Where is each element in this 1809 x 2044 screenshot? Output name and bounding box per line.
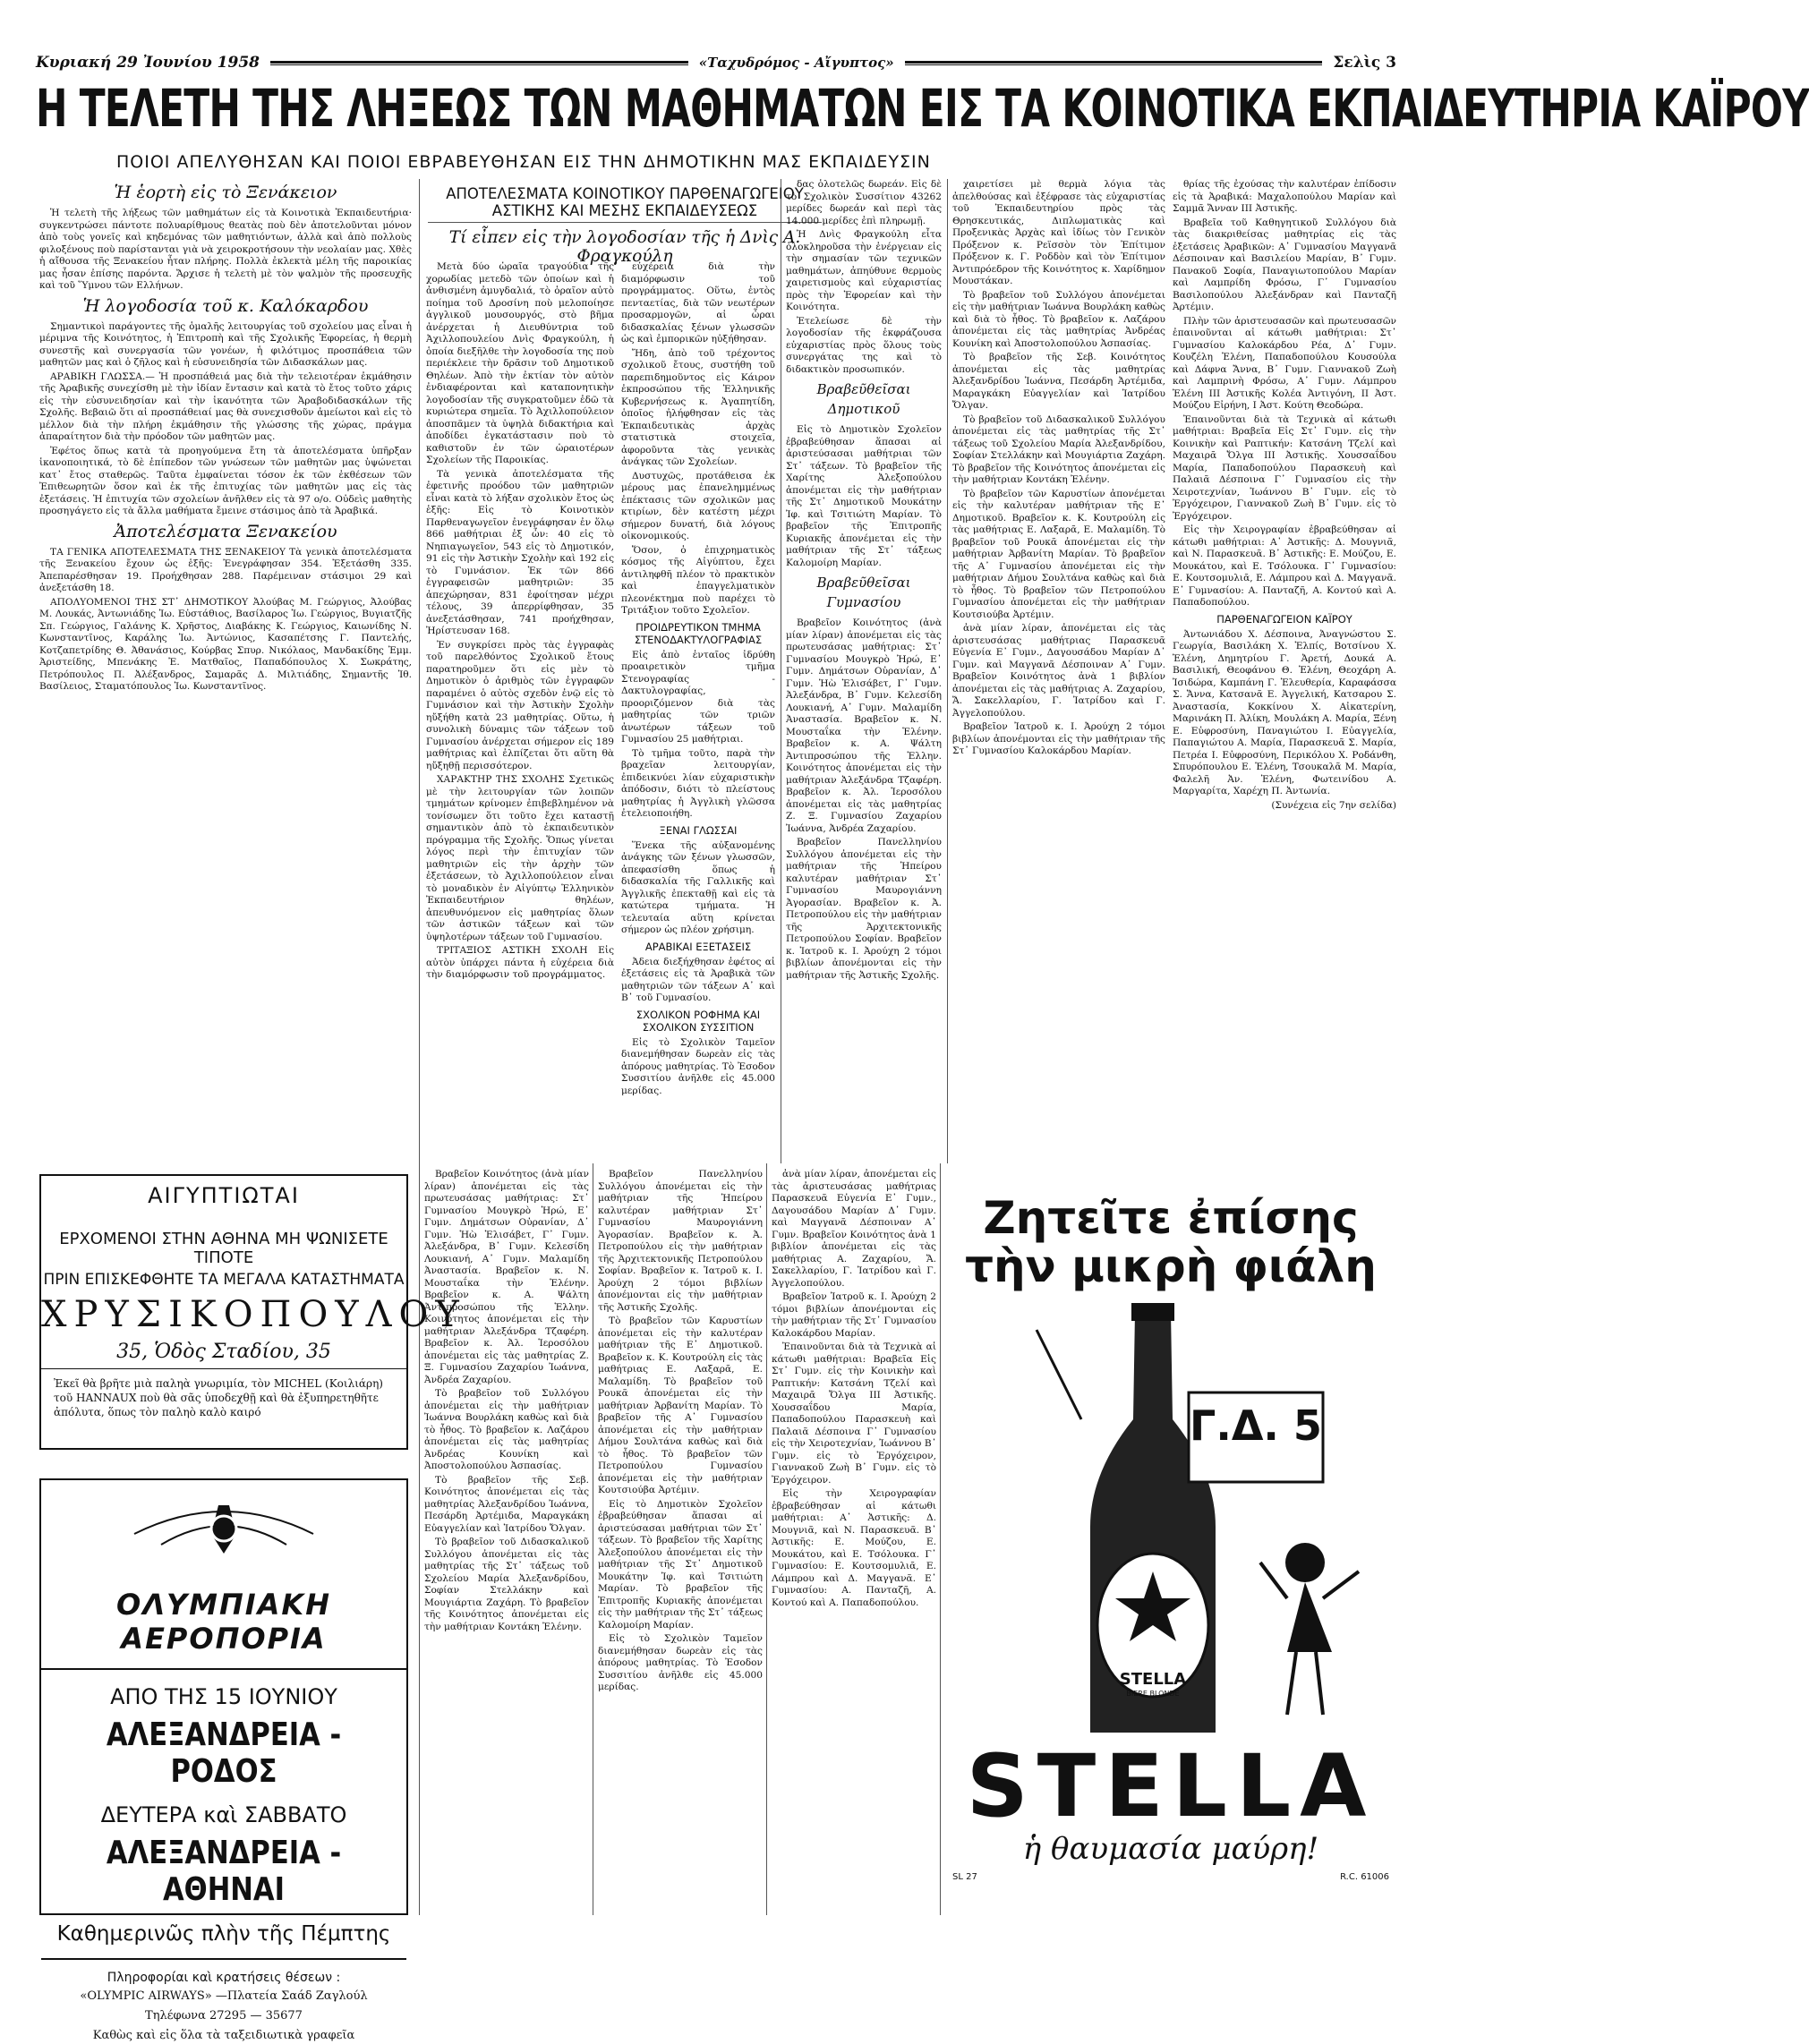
ad-line: ΠΡΙΝ ΕΠΙΣΚΕΦΘΗΤΕ ΤΑ ΜΕΓΑΛΑ ΚΑΤΑΣΤΗΜΑΤΑ: [43, 1271, 405, 1289]
article-paragraph: χαιρετίσει μὲ θερμὰ λόγια τὰς ἀπελθούσας καὶ ἐξέφρασε τὰς εὐχαριστίας τοῦ Ἐκπαιδευτηρίου πρὸς τὰς Θρησκευτικάς, Διπλωματικὰς καὶ Προξενικὰς Ἀρχὰς καὶ ἰδίως τὸν Γενικὸν Πρόξενον κ. Ρεϊσσὸν τὸν Ἐπίτιμον Πρόξενον κ. Γ. Ροδδὸν καὶ τὸν Ἐπίτιμον Ἀντιπρόεδρον τῆς Κοινότητος κ. Χαρίδημον Μουστάκαν.: [952, 179, 1165, 286]
olympic-logo-icon: [125, 1498, 322, 1561]
ad-olympic-airways: [39, 1478, 408, 2042]
price-tag-text: Γ.Δ. 5: [1190, 1401, 1322, 1450]
section-rule: [428, 222, 822, 223]
article-column-lower-3: [772, 1169, 936, 1912]
ad-headline-line: τὴν μικρὴ φιάλη: [965, 1240, 1377, 1292]
article-paragraph: Τὸ βραβεῖον τοῦ Διδασκαλικοῦ Συλλόγου ἀπονέμεται εἰς τὰς μαθητρίας τῆς Στ᾽ τάξεως τοῦ Σχολείου Μαρία Ἀλεξανδρίδου, Σοφίαν Στελλάκην καὶ Μουγιάρτια Ζαχάρη. Τὸ βραβεῖον τῆς Κοινότητος ἀπονέμεται εἰς τὴν μαθήτριαν Κοντάκη Ἐλένην.: [424, 1537, 589, 1632]
article-paragraph: Βραβεῖον Ἰατροῦ κ. Ι. Ἀρούχη 2 τόμοι βιβλίων ἀπονέμονται εἰς τὴν μαθήτριαν τῆς Στ᾽ Γυμνασίου Καλοκάρδου Μαρίαν.: [772, 1291, 936, 1339]
article-paragraph: ΧΑΡΑΚΤΗΡ ΤΗΣ ΣΧΟΛΗΣ Σχετικῶς μὲ τὴν λειτουργίαν τῶν λοιπῶν τμημάτων κρίνομεν ἐπιβεβλημένον νὰ τονίσωμεν ὅτι τοῦτο ἔχει καταστῇ σημαντικὸν ἀπὸ τὸ ἐκπαιδευτικὸν πρόγραμμα τῆς Σχολῆς. Ὅπως γίνεται λόγος περὶ τὴν ἐπιτυχίαν τῶν μαθητριῶν εἰς τὴν ἀρχὴν τῶν ἐξετάσεων, τὸ Ἀχιλλοπούλειον εἶναι τὸ μοναδικὸν ἐν Αἰγύπτῳ Ἑλληνικὸν Ἐκπαιδευτήριον θηλέων, ἀπευθυνόμενον εἰς μαθητρίας ὅλων τῶν ἀστικῶν τάξεων καὶ τῶν ὑψηλοτέρων τάξεων τοῦ Γυμνασίου.: [426, 774, 614, 942]
ad-agent: «OLYMPIC AIRWAYS» —Πλατεία Σαάδ Ζαγλούλ: [80, 1989, 368, 2003]
section-heading: Βραβεῦθεῖσαι Γυμνασίου: [816, 575, 911, 610]
article-paragraph: Τὸ βραβεῖον τῶν Καρυστίων ἀπονέμεται εἰς τὴν καλυτέραν μαθήτριαν τῆς Ε᾽ Δημοτικοῦ. Βραβεῖον κ. Κ. Κουτρούλη εἰς τὰς μαθήτριας Ε. Λαξαρᾶ, Ε. Μαλαμίδη. Τὸ βραβεῖον τοῦ Ρουκᾶ ἀπονέμεται εἰς τὴν μαθήτριαν Ἀρβανίτη Μαρίαν. Τὸ βραβεῖον τῆς Α᾽ Γυμνασίου ἀπονέμεται εἰς τὴν μαθήτριαν Δήμου Σουλτάνα καθὼς καὶ διὰ τὸ ἦθος. Τὸ βραβεῖον τῶν Πετροπούλου Γυμνασίου ἀπονέμεται εἰς τὴν μαθήτριαν Κουτσιούβα Ἀρτέμιν.: [598, 1316, 763, 1495]
article-paragraph: ΤΡΙΤΑΞΙΟΣ ΑΣΤΙΚΗ ΣΧΟΛΗ Εἰς αὐτὸν ὑπάρχει πάντα ἡ εὐχέρεια διὰ τὴν διαμόρφωσιν τοῦ προγράμματος.: [426, 945, 614, 980]
ad-headline-line: Ζητεῖτε ἐπίσης: [983, 1192, 1359, 1244]
ad-stella-beer: [947, 1180, 1395, 1895]
ad-start-date: ΑΠΟ ΤΗΣ 15 ΙΟΥΝΙΟΥ: [110, 1684, 337, 1709]
article-paragraph: Τὸ βραβεῖον τῶν Καρυστίων ἀπονέμεται εἰς τὴν καλυτέραν μαθήτριαν τῆς Ε᾽ Δημοτικοῦ. Βραβεῖον κ. Κ. Κουτρούλη εἰς τὰς μαθήτριας Ε. Λαξαρᾶ, Ε. Μαλαμίδη. Τὸ βραβεῖον τοῦ Ρουκᾶ ἀπονέμεται εἰς τὴν μαθήτριαν Ἀρβανίτη Μαρίαν. Τὸ βραβεῖον τῆς Α᾽ Γυμνασίου ἀπονέμεται εἰς τὴν μαθήτριαν Δήμου Σουλτάνα καθὼς καὶ διὰ τὸ ἦθος. Τὸ βραβεῖον τῶν Πετροπούλου Γυμνασίου ἀπονέμεται εἰς τὴν μαθήτριαν Κουτσιούβα Ἀρτέμιν.: [952, 488, 1165, 620]
article-paragraph: Δυστυχῶς, προτάθεισα ἐκ μέρους μας ἐπανελημμένως ἐπέκτασις τῶν σχολικῶν μας κτιρίων, δὲν κατέστη μέχρι σήμερον δυνατή, διὰ λόγους οἰκονομικούς.: [621, 470, 775, 541]
article-paragraph: ἀνὰ μίαν λίραν, ἀπονέμεται εἰς τὰς ἀριστευσάσας μαθήτριας Παρασκευᾶ Εὐγενία Ε᾽ Γυμν., Δαγουσάδου Μαρίαν Δ᾽ Γυμν. καὶ Μαγγανᾶ Δέσποιναν Α᾽ Γυμν. Βραβεῖον Κοινότητος ἀνὰ 1 βιβλίον ἀπονέμεται εἰς τὰς μαθήτριας Α. Ζαχαρίου, Ἄ. Σακελλαρίου, Γ. Ἰατρίδου καὶ Γ. Ἀγγελοπούλου.: [772, 1169, 936, 1289]
ad-route: ΑΛΕΞΑΝΔΡΕΙΑ - ΡΟΔΟΣ: [106, 1716, 342, 1790]
subsection-heading: ΑΡΑΒΙΚΑΙ ΕΞΕΤΑΣΕΙΣ: [644, 940, 752, 953]
article-column-5: [952, 179, 1165, 1159]
article-paragraph: Τὸ βραβεῖον τοῦ Συλλόγου ἀπονέμεται εἰς τὴν μαθήτριαν Ἰωάννα Βουρλάκη καθὼς καὶ διὰ τὸ ἦθος. Τὸ βραβεῖον κ. Λαζάρου ἀπονέμεται εἰς τὰς μαθητρίας Ἀνδρέας Κουνίκη καὶ Ἀποστολοπούλου Ἀσπασίας.: [424, 1388, 589, 1471]
ad-code-right: R.C. 61006: [1340, 1872, 1389, 1882]
article-paragraph: Ἀδεια διεξήχθησαν ἐφέτος αἱ ἐξετάσεις εἰς τὰ Ἀραβικὰ τῶν μαθητριῶν τῶν τάξεων Α᾽ καὶ Β᾽ τοῦ Γυμνασίου.: [621, 956, 775, 1003]
ad-tail: Καθὼς καὶ εἰς ὅλα τὰ ταξειδιωτικὰ γραφεῖα: [92, 2029, 355, 2042]
column-rule: [419, 179, 420, 1163]
section-heading: Ἡ λογοδοσία τοῦ κ. Καλόκαρδου: [82, 295, 369, 316]
article-paragraph: Σημαντικοὶ παράγοντες τῆς ὁμαλῆς λειτουργίας τοῦ σχολείου μας εἶναι ἡ μέριμνα τῆς Κοινότητος, ἡ Ἐπιτροπὴ καὶ τῆς Σχολικῆς Ἐφορείας, ἡ θερμὴ συνεστῆς καὶ συνεργασία τῶν γονέων, ἡ φιλότιμος προσπάθεια τῶν μαθητῶν μας καὶ ὁ ζῆλος καὶ ἡ εὐσυνειδησία τῶν Διδασκάλων μας.: [39, 320, 412, 368]
column-rule: [766, 1163, 767, 1915]
page-headline: Η ΤΕΛΕΤΗ ΤΗΣ ΛΗΞΕΩΣ ΤΩΝ ΜΑΘΗΜΑΤΩΝ ΕΙΣ ΤΑ ΚΟΙΝΟΤΙΚΑ ΕΚΠΑΙΔΕΥΤΗΡΙΑ ΚΑΪΡΟΥ: [36, 78, 1809, 139]
article-column-3: [621, 261, 775, 1159]
article-column-1: [39, 179, 412, 1159]
article-paragraph: Τὸ τμῆμα τοῦτο, παρὰ τὴν βραχεῖαν λειτουργίαν, ἐπιδεικνύει λίαν εὐχαριστικὴν ἀπόδοσιν, διότι τὸ πλείστους μαθητρίας ἡ Ἀγγλικὴ γλῶσσα ἐτελειοποιήθη.: [621, 747, 775, 819]
article-subtitle: Τί εἶπεν εἰς τὴν λογοδοσίαν τῆς ἡ Δνὶς Α. Φραγκούλη: [448, 228, 801, 266]
article-paragraph: εὐχέρεια διὰ τὴν διαμόρφωσιν τοῦ προγράμματος. Οὕτω, ἐντὸς πενταετίας, διὰ τῶν νεωτέρων προσαρμογῶν, αἱ ὧραι διδασκαλίας ξένων γλωσσῶν ὡς καὶ ἐμπορικῶν ηὐξήθησαν.: [621, 261, 775, 345]
section-heading: Βραβεῦθεῖσαι Δημοτικοῦ: [816, 381, 911, 417]
article-paragraph: Τὸ βραβεῖον τῆς Σεβ. Κοινότητος ἀπονέμεται εἰς τὰς μαθητρίας Ἀλεξανδρίδου Ἰωάννα, Πεσάρδη Ἀρτέμιδα, Μαραγκάκη Εὐαγγελίαν καὶ Ἰατρίδου Ὄλγαν.: [424, 1474, 589, 1534]
column-rule: [947, 179, 948, 1163]
section-heading: Ἡ ἑορτὴ εἰς τὸ Ξενάκειον: [114, 183, 337, 202]
ad-chrysikopoulos: [39, 1174, 466, 1450]
article-paragraph: Ἡ Δνὶς Φραγκούλη εἶτα ὁλοκληροῦσα τὴν ἐνέργειαν εἰς τὴν σημασίαν τῶν τεχνικῶν μαθημάτων, ἀπηύθυνε θερμοὺς χαιρετισμοὺς καὶ εὐχαριστίας πρὸς τὴν Ἐφορείαν καὶ τὴν Κοινότητα.: [786, 229, 942, 312]
ad-brand: STELLA: [966, 1736, 1376, 1836]
subsection-heading: ΠΑΡΘΕΝΑΓΩΓΕΙΟΝ ΚΑΪΡΟΥ: [1216, 612, 1352, 626]
article-paragraph: Εἰς τὴν Χειρογραφίαν ἐβραβεύθησαν αἱ κάτωθι μαθήτριαι: Α᾽ Ἀστικῆς: Δ. Μουγνιᾶ, καὶ Ν. Παρασκευᾶ. Β᾽ Ἀστικῆς: Ε. Μούζου, Ε. Μουκάτου, καὶ Ε. Τσόλουκα. Γ᾽ Γυμνασίου: Ε. Κουτσομυλιᾶ, Ε. Λάμπρου καὶ Δ. Μαγγανᾶ. Ε᾽ Γυμνασίου: Α. Πανταζῆ, Α. Κοντού καὶ Α. Παπαδοπούλου.: [1173, 524, 1396, 608]
ad-code-left: SL 27: [952, 1872, 977, 1882]
article-column-lower-2: [598, 1169, 763, 1912]
continuation-note: (Συνέχεια εἰς 7ην σελίδα): [1271, 799, 1396, 811]
ad-phone: Τηλέφωνα 27295 — 35677: [145, 2009, 303, 2023]
article-title: ΑΠΟΤΕΛΕΣΜΑΤΑ ΚΟΙΝΟΤΙΚΟΥ ΠΑΡΘΕΝΑΓΩΓΕΙΟΥ ΑΣΤΙΚΗΣ ΚΑΙ ΜΕΣΗΣ ΕΚΠΑΙΔΕΥΣΕΩΣ: [446, 185, 804, 219]
article-paragraph: Πλὴν τῶν ἀριστευσασῶν καὶ πρωτευσασῶν ἐπαινοῦνται αἱ κάτωθι μαθήτριαι: Στ᾽ Γυμνασίου Καλοκάρδου Ρέα, Δ᾽ Γυμν. Κουζέλη Ἑλένη, Παπαδοπούλου Κουσούλα καὶ Δάφνα Ἄννα, Β᾽ Γυμν. Γιαννακοῦ Ζωὴ καὶ Λαμπρινὴ Φρόσω, Α᾽ Γυμν. Λάμπρου Ἑλένη ΙΙΙ Ἀστικῆς Κολέα Ἀντιγόνη, ΙΙ Ἀστ. Μούζου Εἰρήνη, Ι Ἀστ. Κούτη Θεοδώρα.: [1173, 315, 1396, 411]
article-paragraph: ΑΠΟΛΥΟΜΕΝΟΙ ΤΗΣ ΣΤ᾽ ΔΗΜΟΤΙΚΟΥ Ἀλούβας Μ. Γεώργιος, Ἀλούβας Μ. Λουκάς, Ἀντωνιάδης Ἰω. Εὐστάθιος, Βασίλαρος Ἰω. Γεώργιος, Βυγιατζῆς Σπ. Γεώργιος, Γαλάνης Κ. Χρῆστος, Διαβάκης Κ. Γεώργιος, Καιωνίδης Ν. Κωνσταντῖνος, Καράλης Ἰω. Ἀντώνιος, Κασαπέτσης Γ. Παντελής, Κοτζαπετρίδης Θ. Ἀθανάσιος, Κούρβας Σπυρ. Νικόλαος, Μανδακίδης Ἐμμ. Ἀριστείδης, Μπενάκης Ἐ. Ματθαῖος, Παπαδόπουλος Χ. Σωκράτης, Πετρόπουλος Π. Ἀλέξανδρος, Σαμαρᾶς Δ. Μιλτιάδης, Σημαντῆς Ἰθ. Βασίλειος, Σταματόπουλος Ἰω. Κωνσταντῖνος.: [39, 596, 412, 692]
ad-title: ΑΙΓΥΠΤΙΩΤΑΙ: [148, 1183, 300, 1208]
article-paragraph: Εἰς τὸ Σχολικὸν Ταμεῖον διανεμήθησαν δωρεὰν εἰς τὰς ἀπόρους μαθητρίας. Τὸ Ἐσοδον Συσσιτίου ἀνῆλθε εἰς 45.000 μερίδας.: [621, 1036, 775, 1096]
column-rule: [419, 1163, 420, 1915]
article-column-6: [1173, 179, 1396, 1163]
ad-brand: ΧΡΥΣΙΚΟΠΟΥΛΟΥ: [41, 1294, 466, 1335]
page-subheadline: ΠΟΙΟΙ ΑΠΕΛΥΘΗΣΑΝ ΚΑΙ ΠΟΙΟΙ ΕΒΡΑΒΕΥΘΗΣΑΝ ΕΙΣ ΤΗΝ ΔΗΜΟΤΙΚΗΝ ΜΑΣ ΕΚΠΑΙΔΕΥΣΙΝ: [116, 152, 931, 172]
article-paragraph: Βραβεῖον Πανελληνίου Συλλόγου ἀπονέμεται εἰς τὴν μαθήτριαν τῆς Ἡπείρου καλυτέραν μαθήτριαν Στ᾽ Γυμνασίου Μαυρογιάννη Ἀγορασίαν. Βραβεῖον κ. Ἀ. Πετροπούλου εἰς τὴν μαθήτριαν τῆς Ἀρχιτεκτονικῆς Πετροπούλου Σοφίαν. Βραβεῖον κ. Ἰατροῦ κ. Ι. Ἀρούχη 2 τόμοι βιβλίων ἀπονέμονται εἰς τὴν μαθήτριαν τῆς Ἀστικῆς Σχολῆς.: [786, 837, 942, 981]
article-paragraph: Ἡ τελετὴ τῆς λήξεως τῶν μαθημάτων εἰς τὰ Κοινοτικὰ Ἐκπαιδευτήρια· συγκεντρώσει πάντοτε πολυαρίθμους θεατὰς ποὺ δὲν ἀποτελοῦνται μόνον ἀπὸ τοὺς γονεῖς καὶ κηδεμόνας τῶν μαθητιόντων, ἀλλὰ καὶ ἀπὸ πολλοὺς φιλοξένους ποὺ παρίστανται γιὰ νὰ χειροκροτήσουν τὴν νεολαίαν μας. Χθὲς ἡ αἴθουσα τῆς Ξενακείου ἦταν πλήρης. Πολλὰ ἐκλεκτὰ μέλη τῆς παροικίας μας ἦσαν ἐπίσης παρόντα. Ἄρχισε ἡ τελετὴ μὲ τὸν ψαλμὸν τῆς προσευχῆς καὶ τοῦ Ὕμνου τῶν Ελλήνων.: [39, 208, 412, 291]
article-paragraph: Βραβεῖον Κοινότητος (ἀνὰ μίαν λίραν) ἀπονέμεται εἰς τὰς πρωτευσάσας μαθήτριας: Στ᾽ Γυμνασίου Μουγκρὸ Ἠρώ, Ε᾽ Γυμν. Δημάτσων Οὐρανίαν, Δ᾽ Γυμν. Ἡὼ Ἐλισάβετ, Γ᾽ Γυμν. Ἀλεξάνδρα, Β᾽ Γυμν. Κελεσίδη Λουκιανή, Α᾽ Γυμν. Μαλαμίδη Ἀναστασία. Βραβεῖον κ. Ν. Μουσταΐκα τὴν Ἑλένην. Βραβεῖον κ. Α. Ψάλτη Ἀντιπροσώπου τῆς Ἑλλην. Κοινότητος ἀπονέμεται εἰς τὴν μαθήτριαν Ἀλεξάνδρα Τζαφέρη. Βραβεῖον κ. Ἀλ. Ἱεροσόλου ἀπονέμεται εἰς τὰς μαθητρίας Ζ. Ξ. Γυμνασίου Ζαχαρίου Ἰωάννα, Ἀνδρέα Ζαχαρίου.: [424, 1169, 589, 1385]
article-paragraph: Τὰ γενικὰ ἀποτελέσματα τῆς ἐφετινῆς προόδου τῶν μαθητριῶν εἶναι κατὰ τὸ λήξαν σχολικὸν ἔτος ὡς ἑξῆς: Εἰς τὸ Κοινοτικὸν Παρθεναγωγεῖον ἐνεγράφησαν ἐν ὅλῳ 866 μαθήτριαι ἐξ ὧν: 40 εἰς τὸ Νηπιαγωγεῖον, 543 εἰς τὸ Δημοτικόν, 91 εἰς τὴν Ἀστικὴν Σχολὴν καὶ 192 εἰς τὸ Γυμνάσιον. Ἐκ τῶν 866 ἐγγραφεισῶν μαθητριῶν: 35 ἀπεχώρησαν, 831 ἐφοίτησαν μέχρι τέλους, 39 ἀπερρίφθησαν, 35 ἀνεξετάσθησαν, 741 προήχθησαν, Ἠρίστευσαν 168.: [426, 468, 614, 636]
article-paragraph: Βραβεῖον Ἰατροῦ κ. Ι. Ἀρούχη 2 τόμοι βιβλίων ἀπονέμονται εἰς τὴν μαθήτριαν τῆς Στ᾽ Γυμνασίου Καλοκάρδου Μαρίαν.: [952, 721, 1165, 756]
article-paragraph: ἀνὰ μίαν λίραν, ἀπονέμεται εἰς τὰς ἀριστευσάσας μαθήτριας Παρασκευᾶ Εὐγενία Ε᾽ Γυμν., Δαγουσάδου Μαρίαν Δ᾽ Γυμν. καὶ Μαγγανᾶ Δέσποιναν Α᾽ Γυμν. Βραβεῖον Κοινότητος ἀνὰ 1 βιβλίον ἀπονέμεται εἰς τὰς μαθήτριας Α. Ζαχαρίου, Ἄ. Σακελλαρίου, Γ. Ἰατρίδου καὶ Γ. Ἀγγελοπούλου.: [952, 623, 1165, 719]
article-paragraph: Ἀντωνιάδου Χ. Δέσποινα, Ἀναγνώστου Σ. Γεωργία, Βασιλάκη Χ. Ἐλπίς, Βοτσίνου Χ. Ἑλένη, Δημητρίου Γ. Ἀρετή, Δουκά Α. Βασιλική, Θεοφάνου Θ. Ἑλένη, Θεοχάρη Α. Ἰσιδώρα, Καμπάνη Γ. Ἐλευθερία, Καραφάσσα Σ. Ἄννα, Κατσανᾶ Ε. Ἀγγελική, Κατσαρου Σ. Ἀναστασία, Κοκκίνου Χ. Αἰκατερίνη, Μαρινάκη Π. Ἀλίκη, Μουλάκη Α. Μαρία, Ξένη Ε. Εὐφροσύνη, Παναγιώτου Ι. Εὐαγγελία, Παπαγιώτου Α. Μαρία, Παρασκευᾶ Σ. Μαρία, Πετρέα Ι. Εὐφροσύνη, Περικόλου Χ. Ροδάνθη, Σπυρόπουλου Ε. Ἑλένη, Τσουκαλᾶ Μ. Μαρία, Φαλελῆ Ἀν. Ἐλένη, Φωτεινίδου Α. Μαργαρίτα, Χαρέχη Π. Ἀντωνία.: [1173, 628, 1396, 796]
section-heading: Ἀποτελέσματα Ξενακείου: [114, 521, 337, 541]
article-paragraph: ΤΑ ΓΕΝΙΚΑ ΑΠΟΤΕΛΕΣΜΑΤΑ ΤΗΣ ΞΕΝΑΚΕΙΟΥ Τὰ γενικὰ ἀποτελέσματα τῆς Ξενακείου ἔχουν ὡς ἑξῆς: Ἐνεγράφησαν 354. Ἐξετάσθη 335. Ἀπεπαρέσθησαν 19. Προήχθησαν 288. Παρέμειναν στάσιμοι 29 καὶ ἀνεξετάσθη 18.: [39, 546, 412, 593]
article-paragraph: Τὸ βραβεῖον τοῦ Συλλόγου ἀπονέμεται εἰς τὴν μαθήτριαν Ἰωάννα Βουρλάκη καθὼς καὶ διὰ τὸ ἦθος. Τὸ βραβεῖον κ. Λαζάρου ἀπονέμεται εἰς τὰς μαθητρίας Ἀνδρέας Κουνίκη καὶ Ἀποστολοπούλου Ἀσπασίας.: [952, 289, 1165, 349]
article-paragraph: Ἐφέτος ὅπως κατὰ τὰ προηγούμενα ἔτη τὰ ἀποτελέσματα ὑπῆρξαν ἱκανοποιητικά, τὸ δὲ ἐπίπεδον τῶν γνώσεων τῶν μαθητῶν μας ὑψώνεται κατ᾽ ἔτος σταθερῶς. Ταῦτα ἐμφαίνεται τόσον ἐκ τῶν ἐκθέσεων τῶν Ἐπιθεωρητῶν ὅσον καὶ ἐκ τῆς ἐπιτυχίας τῶν μαθητῶν μας εἰς τὰς ἐξετάσεις. Ἡ ἐπιτυχία τῶν σχολείων ἀνῆλθεν εἰς τὰ 97 ο/ο. Οὐδεὶς μαθητὴς προσηγάγετο εἰς τὰ ἄλλα μαθήματα ἔμεινε στάσιμος ἀπὸ τὰ Ἀραβικά.: [39, 445, 412, 516]
article-paragraph: Τὸ βραβεῖον τοῦ Διδασκαλικοῦ Συλλόγου ἀπονέμεται εἰς τὰς μαθητρίας τῆς Στ᾽ τάξεως τοῦ Σχολείου Μαρία Ἀλεξανδρίδου, Σοφίαν Στελλάκην καὶ Μουγιάρτια Ζαχάρη. Τὸ βραβεῖον τῆς Κοινότητος ἀπονέμεται εἰς τὴν μαθήτριαν Κοντάκη Ἐλένην.: [952, 413, 1165, 485]
article-paragraph: Ἐν συγκρίσει πρὸς τὰς ἐγγραφὰς τοῦ παρελθόντος Σχολικοῦ ἔτους παρατηροῦμεν ὅτι εἰς μὲν τὸ Δημοτικὸν ὁ ἀριθμὸς τῶν ἐγγραφῶν παραμένει ὁ αὐτὸς σχεδὸν ἐνῷ εἰς τὸ Γυμνάσιον καὶ τὴν Ἀστικὴν Σχολὴν ηὔξήθη κατὰ 23 μαθητρίας. Οὕτω, ἡ συνολικὴ δύναμις τῶν τάξεων τοῦ Γυμνασίου ἀνέρχεται σήμερον εἰς 189 μαθήτριας καὶ ἐλπίζεται ὅτι αὕτη θὰ ηὔξηθῇ περισσότερον.: [426, 639, 614, 771]
ad-slogan: ἡ θαυμασία μαύρη!: [1022, 1831, 1319, 1867]
ad-schedule: Καθημερινῶς πλὴν τῆς Πέμπτης: [41, 1922, 406, 1960]
article-column-2: [426, 261, 614, 1159]
article-paragraph: Ἐπαινοῦνται διὰ τὰ Τεχνικὰ αἱ κάτωθι μαθήτριαι: Βραβεῖα Εἰς Στ᾽ Γυμν. εἰς τὴν Κοινικὴν καὶ Ραπτικήν: Κατσάνη Τζελί καὶ Μαχαιρᾶ Ὄλγα ΙΙΙ Ἀστικῆς. Χουσσαΐδου Μαρία, Παπαδοπούλου Παρασκευὴ καὶ Παλαιᾶ Δέσποινα Γ᾽ Γυμνασίου εἰς τὴν Χειροτεχνίαν, Ἰωάννου Β᾽ Γυμν. εἰς τὸ Ἐργόχειρον, Γιαννακοῦ Ζωὴ Β᾽ Γυμν. εἰς τὸ Ἐργόχειρον.: [1173, 413, 1396, 522]
article-paragraph: ΑΡΑΒΙΚΗ ΓΛΩΣΣΑ.— Ἡ προσπάθειά μας διὰ τὴν τελειοτέραν ἐκμάθησιν τῆς Ἀραβικῆς συνεχίσθη μὲ τὴν ἰδίαν ἔντασιν καὶ κατὰ τὸ ἔτος τοῦτο χάρις εἰς τὴν εὐσυνειδησίαν καὶ τὴν ἱκανότητα τῶν Ἀραβοδιδασκάλων τῆς Σχολῆς. Βεβαιῶ ὅτι αἱ προσπάθειαί μας θὰ συνεχισθοῦν ἀμείωτοι καὶ εἰς τὸ μέλλον διὰ τὴν πλήρη ἐκμάθησιν τῆς γλώσσης τῆς χώρας, πράγμα ἀπαραίτητον διὰ τὴν πρόοδον τῶν μαθητῶν μας.: [39, 370, 412, 442]
article-paragraph: Βραβεῖον Κοινότητος (ἀνὰ μίαν λίραν) ἀπονέμεται εἰς τὰς πρωτευσάσας μαθήτριας: Στ᾽ Γυμνασίου Μουγκρὸ Ἠρώ, Ε᾽ Γυμν. Δημάτσων Οὐρανίαν, Δ᾽ Γυμν. Ἡὼ Ἐλισάβετ, Γ᾽ Γυμν. Ἀλεξάνδρα, Β᾽ Γυμν. Κελεσίδη Λουκιανή, Α᾽ Γυμν. Μαλαμίδη Ἀναστασία. Βραβεῖον κ. Ν. Μουσταΐκα τὴν Ἑλένην. Βραβεῖον κ. Α. Ψάλτη Ἀντιπροσώπου τῆς Ἑλλην. Κοινότητος ἀπονέμεται εἰς τὴν μαθήτριαν Ἀλεξάνδρα Τζαφέρη. Βραβεῖον κ. Ἀλ. Ἱεροσόλου ἀπονέμεται εἰς τὰς μαθητρίας Ζ. Ξ. Γυμνασίου Ζαχαρίου Ἰωάννα, Ἀνδρέα Ζαχαρίου.: [786, 617, 942, 834]
ad-headline: [947, 1194, 1395, 1290]
article-paragraph: θρίας τῆς ἐχούσας τὴν καλυτέραν ἐπίδοσιν εἰς τὰ Ἀραβικά: Μαχαλοπούλου Μαρίαν καὶ Σαμμᾶ Ἄνναν ΙΙΙ Ἀστικῆς.: [1173, 179, 1396, 214]
article-paragraph: δας ὁλοτελῶς δωρεάν. Εἰς δὲ τὸ Σχολικὸν Συσσίτιον 43262 μερίδες δωρεάν καὶ περὶ τὰς 14.000 μερίδες ἐπὶ πληρωμῇ.: [786, 179, 942, 226]
article-column-lower-1: [424, 1169, 589, 1912]
article-paragraph: Ἕνεκα τῆς αὐξανομένης ἀνάγκης τῶν ξένων γλωσσῶν, ἀπεφασίσθη ὅπως ἡ διδασκαλία τῆς Γαλλικῆς καὶ Ἀγγλικῆς ἐπεκταθῇ καὶ εἰς τὰ κατώτερα τμήματα. Ἡ τελευταία αὕτη κρίνεται σήμερον ὡς πλέον χρήσιμη.: [621, 839, 775, 935]
subsection-heading: ΣΧΟΛΙΚΟΝ ΡΟΦΗΜΑ ΚΑΙ ΣΧΟΛΙΚΟΝ ΣΥΣΣΙΤΙΟΝ: [636, 1008, 761, 1034]
article-paragraph: Βραβεῖον Πανελληνίου Συλλόγου ἀπονέμεται εἰς τὴν μαθήτριαν τῆς Ἡπείρου καλυτέραν μαθήτριαν Στ᾽ Γυμνασίου Μαυρογιάννη Ἀγορασίαν. Βραβεῖον κ. Ἀ. Πετροπούλου εἰς τὴν μαθήτριαν τῆς Ἀρχιτεκτονικῆς Πετροπούλου Σοφίαν. Βραβεῖον κ. Ἰατροῦ κ. Ι. Ἀρούχη 2 τόμοι βιβλίων ἀπονέμονται εἰς τὴν μαθήτριαν τῆς Ἀστικῆς Σχολῆς.: [598, 1169, 763, 1313]
masthead: [36, 54, 1396, 72]
ad-line: ΕΡΧΟΜΕΝΟΙ ΣΤΗΝ ΑΘΗΝΑ ΜΗ ΨΩΝΙΣΕΤΕ ΤΙΠΟΤΕ: [59, 1230, 388, 1267]
subsection-heading: ΠΡΟΙΔΡΕΥΤΙΚΟΝ ΤΜΗΜΑ ΣΤΕΝΟΔΑΚΤΥΛΟΓΡΑΦΙΑΣ: [634, 620, 763, 646]
article-paragraph: Τὸ βραβεῖον τῆς Σεβ. Κοινότητος ἀπονέμεται εἰς τὰς μαθητρίας Ἀλεξανδρίδου Ἰωάννα, Πεσάρδη Ἀρτέμιδα, Μαραγκάκη Εὐαγγελίαν καὶ Ἰατρίδου Ὄλγαν.: [952, 352, 1165, 411]
issue-date: Κυριακή 29 Ἰουνίου 1958: [36, 54, 260, 72]
masthead-rule-left: [270, 61, 688, 65]
label-sub: BIERE BLONDE: [1126, 1690, 1180, 1698]
article-paragraph: Βραβεῖα τοῦ Καθηγητικοῦ Συλλόγου διὰ τὰς διακριθείσας μαθητρίας εἰς τὰς ἐξετάσεις Ἀραβικῶν: Α᾽ Γυμνασίου Μαγγανᾶ Δέσποιναν καὶ Βασιλείου Μαρίαν, Β᾽ Γυμν. Πανακοῦ Σοφία, Παναγιωτοπούλου Μαρίαν καὶ Λαμπρίδη Φρόσω, Γ᾽ Γυμνασίου Βασιλοπούλου Ἀλεξάνδραν καὶ Πανταζῆ Ἀρτέμιν.: [1173, 217, 1396, 312]
article-paragraph: Ὅσον, ὁ ἐπιχρηματικὸς κόσμος τῆς Αἰγύπτου, ἔχει ἀντιληφθῆ πλέον τὸ πρακτικὸν καὶ ἐπαγγελματικὸν πλεονέκτημα ποὺ παρέχει τὸ Τριτάξιον τοῦτο Σχολεῖον.: [621, 544, 775, 616]
article-paragraph: Εἰς τὴν Χειρογραφίαν ἐβραβεύθησαν αἱ κάτωθι μαθήτριαι: Α᾽ Ἀστικῆς: Δ. Μουγνιᾶ, καὶ Ν. Παρασκευᾶ. Β᾽ Ἀστικῆς: Ε. Μούζου, Ε. Μουκάτου, καὶ Ε. Τσόλουκα. Γ᾽ Γυμνασίου: Ε. Κουτσομυλιᾶ, Ε. Λάμπρου καὶ Δ. Μαγγανᾶ. Ε᾽ Γυμνασίου: Α. Πανταζῆ, Α. Κοντού καὶ Α. Παπαδοπούλου.: [772, 1488, 936, 1608]
column-rule: [940, 1163, 941, 1915]
article-column-4: [786, 179, 942, 1159]
masthead-rule-right: [905, 61, 1323, 65]
article-paragraph: Εἰς ἀπὸ ἑνταῖος ἱδρύθη προαιρετικὸν τμῆμα Στενογραφίας - Δακτυλογραφίας, προοριζόμενον διὰ τὰς μαθητρίας τῶν τριῶν ἀνωτέρων τάξεων τοῦ Γυμνασίου 25 μαθήτριαι.: [621, 649, 775, 745]
article-paragraph: Ἐπαινοῦνται διὰ τὰ Τεχνικὰ αἱ κάτωθι μαθήτριαι: Βραβεῖα Εἰς Στ᾽ Γυμν. εἰς τὴν Κοινικὴν καὶ Ραπτικήν: Κατσάνη Τζελί καὶ Μαχαιρᾶ Ὄλγα ΙΙΙ Ἀστικῆς. Χουσσαΐδου Μαρία, Παπαδοπούλου Παρασκευὴ καὶ Παλαιᾶ Δέσποινα Γ᾽ Γυμνασίου εἰς τὴν Χειροτεχνίαν, Ἰωάννου Β᾽ Γυμν. εἰς τὸ Ἐργόχειρον, Γιαννακοῦ Ζωὴ Β᾽ Γυμν. εἰς τὸ Ἐργόχειρον.: [772, 1341, 936, 1486]
newspaper-name: «Ταχυδρόμος - Αἴγυπτος»: [698, 55, 894, 71]
ad-address: 35, Ὁδὸς Σταδίου, 35: [41, 1341, 406, 1369]
article-paragraph: Μετὰ δύο ὡραῖα τραγούδια τῆς χορωδίας μετεδὸ τῶν ὁποίων καὶ ἡ ἀνθισμένη ἀμυγδαλιά, τὸ ὁραῖον αὐτὸ ποίημα τοῦ Δροσίνη ποὺ μελοποίησε ἀγγλικοῦ μουσουργός, στὸ βῆμα ἀνέρχεται ἡ Διευθύντρια τοῦ Ἀχιλλοπουλείου Δνὶς Φραγκούλη, ἡ ὁποία διεξῆλθε τὴν λογοδοσία της ποὺ περιέκλειε τὴν δρᾶσιν τοῦ Δημοτικοῦ Θηλέων. Ἀπὸ τὴν ἐκτίαν τὸν αὐτὸν ἐνδιαφέρονται καὶ καταπονητικὴν λογοδοσίαν τῆς συγκρατοῦμεν ἐδῶ τὰ κυριώτερα σημεῖα. Τὸ Ἀχιλλοπούλειον ἀποσπᾶμεν τὰ ὑψηλὰ διδακτήρια καὶ ἀποδίδει ἐγκατάστασιν ποὺ τὸ καθιστοῦν ἐν τῶν ὡραιοτέρων Σχολείων τῆς Παροικίας.: [426, 261, 614, 465]
ad-info: Πληροφορίαι καὶ κρατήσεις θέσεων :: [107, 1971, 341, 1985]
ad-text: Ἐκεῖ θὰ βρῆτε μιὰ παληὰ γνωριμία, τὸν MICHEL (Κοιλιάρη) τοῦ HANNAUX ποὺ θὰ σᾶς ὑποδεχθῇ καὶ θὰ ἐξυπηρετηθῆτε ἀπόλυτα, ὅπως τὸν παληὸ καλὸ καιρό: [54, 1377, 383, 1418]
article-paragraph: Ἐτελείωσε δὲ τὴν λογοδοσίαν τῆς ἐκφράζουσα εὐχαριστίας πρὸς ὅλους τοὺς συνεργάτας της καὶ τὸ διδακτικὸν προσωπικόν.: [786, 315, 942, 375]
ad-route: ΑΛΕΞΑΝΔΡΕΙΑ - ΑΘΗΝΑΙ: [106, 1835, 342, 1908]
page-number: Σελὶς 3: [1333, 54, 1396, 72]
ad-days: ΔΕΥΤΕΡΑ καὶ ΣΑΒΒΑΤΟ: [100, 1802, 347, 1827]
article-paragraph: Εἰς τὸ Σχολικὸν Ταμεῖον διανεμήθησαν δωρεὰν εἰς τὰς ἀπόρους μαθητρίας. Τὸ Ἐσοδον Συσσιτίου ἀνῆλθε εἰς 45.000 μερίδας.: [598, 1633, 763, 1692]
subsection-heading: ΞΕΝΑΙ ΓΛΩΣΣΑΙ: [659, 823, 738, 837]
ad-airline-name: ΟΛΥΜΠΙΑΚΗ ΑΕΡΟΠΟΡΙΑ: [41, 1588, 406, 1670]
article-paragraph: Εἰς τὸ Δημοτικὸν Σχολεῖον ἐβραβεύθησαν ἅπασαι αἱ ἀριστεύσασαι μαθήτριαι τῶν Στ᾽ τάξεων. Τὸ βραβεῖον τῆς Χαρίτης Ἀλεξοπούλου ἀπονέμεται εἰς τὴν μαθήτριαν τῆς Στ᾽ Δημοτικοῦ Μουκάτην Ἰφ. καὶ Τσιτιώτη Μαρίαν. Τὸ βραβεῖον τῆς Ἐπιτροπῆς Κυριακῆς ἀπονέμεται εἰς τὴν μαθήτριαν τῆς Στ᾽ τάξεως Καλομοίρη Μαρίαν.: [598, 1498, 763, 1631]
label-brand: STELLA: [1119, 1670, 1187, 1689]
article-paragraph: Εἰς τὸ Δημοτικὸν Σχολεῖον ἐβραβεύθησαν ἅπασαι αἱ ἀριστεύσασαι μαθήτριαι τῶν Στ᾽ τάξεων. Τὸ βραβεῖον τῆς Χαρίτης Ἀλεξοπούλου ἀπονέμεται εἰς τὴν μαθήτριαν τῆς Στ᾽ Δημοτικοῦ Μουκάτην Ἰφ. καὶ Τσιτιώτη Μαρίαν. Τὸ βραβεῖον τῆς Ἐπιτροπῆς Κυριακῆς ἀπονέμεται εἰς τὴν μαθήτριαν τῆς Στ᾽ τάξεως Καλομοίρη Μαρίαν.: [786, 424, 942, 568]
article-paragraph: Ἤδη, ἀπὸ τοῦ τρέχοντος σχολικοῦ ἔτους, συστήθη τοῦ παρεπιδημοῦντος εἰς Κάιρον ἐκπροσώπου τῆς Ἑλληνικῆς Κυβερνήσεως κ. Ἀγαπητίδη, ὁποῖος ἠλήφθησαν εἰς τὰς Ἐκπαιδευτικὰς ἀρχὰς στατιστικὰ στοιχεῖα, ἀφοροῦντα τὰς γενικὰς ἀνάγκας τῶν Σχολείων.: [621, 347, 775, 467]
